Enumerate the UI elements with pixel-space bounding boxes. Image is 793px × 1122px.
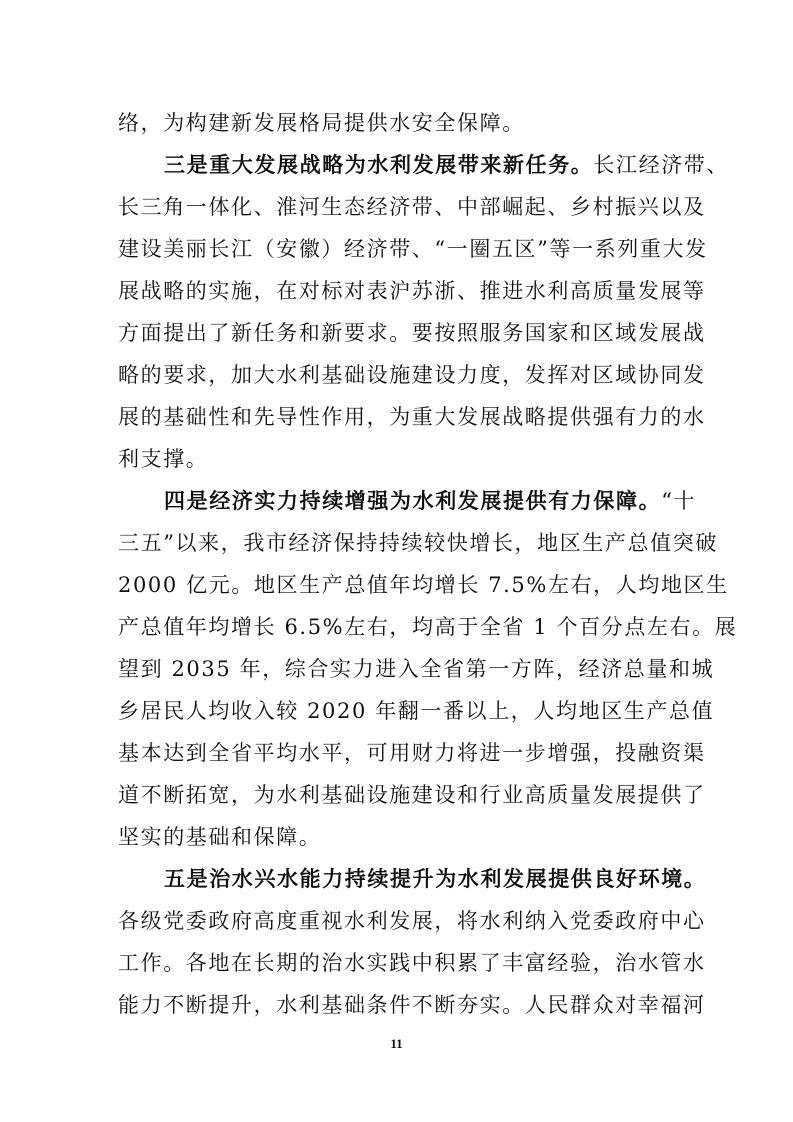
text-line: 利支撑。	[118, 447, 209, 471]
paragraph-first-line	[164, 865, 724, 893]
text-line: 略的要求，加大水利基础设施建设力度，发挥对区域协同发	[118, 363, 706, 387]
text-line: 道不断拓宽，为水利基础设施建设和行业高质量发展提供了	[118, 783, 706, 807]
page-number: 11	[390, 1036, 403, 1051]
paragraph-heading: 四是经济实力持续增强为水利发展提供有力保障。	[164, 488, 662, 513]
text-line: 三五”以来，我市经济保持持续较快增长，地区生产总值突破	[118, 531, 718, 555]
paragraph-heading: 三是重大发展战略为水利发展带来新任务。	[164, 152, 594, 177]
text-line: 长三角一体化、淮河生态经济带、中部崛起、乡村振兴以及	[118, 195, 706, 219]
text-fragment: “十	[661, 489, 697, 513]
text-line: 展战略的实施，在对标对表沪苏浙、推进水利高质量发展等	[118, 279, 706, 303]
text-fragment: 长江经济带、	[593, 153, 730, 177]
text-line: 工作。各地在长期的治水实践中积累了丰富经验，治水管水	[118, 951, 706, 975]
text-line: 坚实的基础和保障。	[118, 825, 322, 849]
text-line: 能力不断提升，水利基础条件不断夯实。人民群众对幸福河	[118, 993, 706, 1017]
paragraph-heading: 五是治水兴水能力持续提升为水利发展提供良好环境。	[164, 866, 707, 891]
text-line: 基本达到全省平均水平，可用财力将进一步增强，投融资渠	[118, 741, 706, 765]
text-line: 产总值年均增长 6.5%左右，均高于全省 1 个百分点左右。展	[118, 615, 738, 639]
text-line: 络，为构建新发展格局提供水安全保障。	[118, 111, 525, 135]
paragraph-first-line	[164, 487, 724, 515]
text-line: 方面提出了新任务和新要求。要按照服务国家和区域发展战	[118, 321, 706, 345]
text-line: 望到 2035 年，综合实力进入全省第一方阵，经济总量和城	[118, 657, 715, 681]
text-line: 建设美丽长江（安徽）经济带、“一圈五区”等一系列重大发	[118, 237, 708, 261]
text-line: 乡居民人均收入较 2020 年翻一番以上，人均地区生产总值	[118, 699, 715, 723]
text-line: 展的基础性和先导性作用，为重大发展战略提供强有力的水	[118, 405, 706, 429]
text-line: 各级党委政府高度重视水利发展，将水利纳入党委政府中心	[118, 909, 706, 933]
paragraph-first-line	[164, 151, 730, 179]
text-line: 2000 亿元。地区生产总值年均增长 7.5%左右，人均地区生	[118, 573, 729, 597]
